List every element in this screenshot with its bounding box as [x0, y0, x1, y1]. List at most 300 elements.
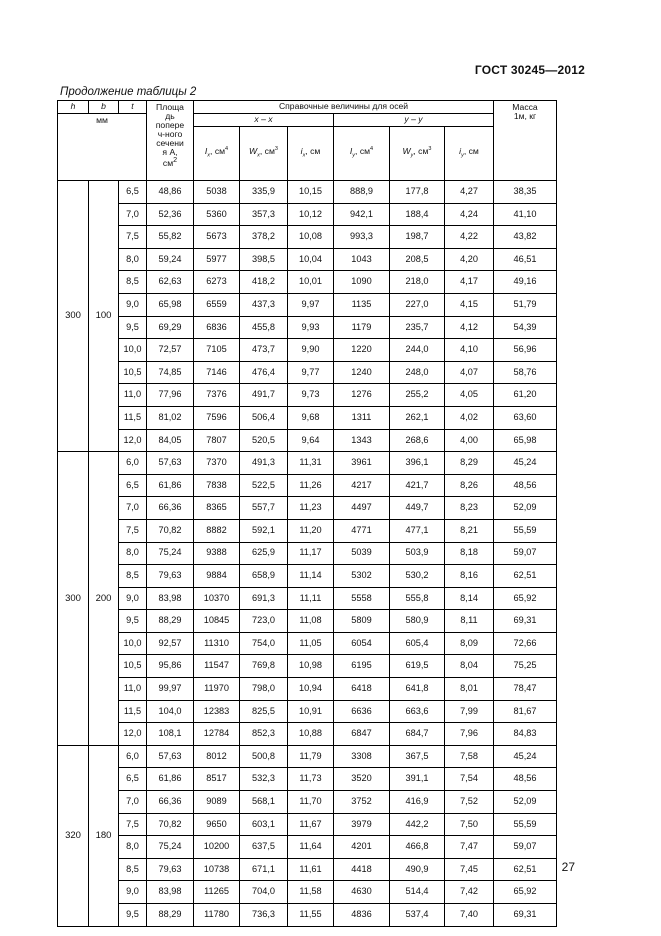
cell-Wy: 262,1 [390, 406, 445, 429]
cell-ix: 11,79 [288, 745, 334, 768]
cell-Wy: 477,1 [390, 519, 445, 542]
cell-iy: 8,29 [445, 452, 494, 475]
cell-mass: 75,25 [494, 655, 557, 678]
cell-Ix: 6559 [194, 293, 240, 316]
cell-Ix: 9650 [194, 813, 240, 836]
cell-Wx: 592,1 [240, 519, 288, 542]
table-row [58, 452, 557, 475]
cell-Wx: 520,5 [240, 429, 288, 452]
cell-Wy: 663,6 [390, 700, 445, 723]
cell-mass: 65,92 [494, 881, 557, 904]
cell-Ix: 5673 [194, 226, 240, 249]
cell-ix: 10,88 [288, 723, 334, 746]
table-row [58, 203, 557, 226]
cell-ix: 11,67 [288, 813, 334, 836]
cell-Wy: 244,0 [390, 339, 445, 362]
cell-ix: 11,26 [288, 474, 334, 497]
cell-t: 9,0 [119, 881, 147, 904]
cell-iy: 4,15 [445, 293, 494, 316]
table-row [58, 791, 557, 814]
cell-area: 70,82 [147, 813, 194, 836]
cell-Wy: 198,7 [390, 226, 445, 249]
table-row [58, 745, 557, 768]
cell-Wx: 557,7 [240, 497, 288, 520]
cell-ix: 11,23 [288, 497, 334, 520]
cell-iy: 7,40 [445, 904, 494, 927]
cell-t: 10,5 [119, 361, 147, 384]
cell-Iy: 5039 [334, 542, 390, 565]
cell-Iy: 5302 [334, 565, 390, 588]
col-area: Площа дь попере ч-ного сечени я A, $см^2$ [147, 101, 194, 181]
cell-b: 100 [89, 181, 119, 452]
cell-Iy: 1240 [334, 361, 390, 384]
cell-iy: 4,22 [445, 226, 494, 249]
cell-Wy: 466,8 [390, 836, 445, 859]
cell-Wx: 335,9 [240, 181, 288, 204]
cell-mass: 52,09 [494, 497, 557, 520]
cell-iy: 8,01 [445, 678, 494, 701]
cell-Wy: 605,4 [390, 632, 445, 655]
cell-Wx: 637,5 [240, 836, 288, 859]
table-row [58, 768, 557, 791]
cell-ix: 10,12 [288, 203, 334, 226]
table-continuation-caption: Продолжение таблицы 2 [60, 86, 197, 98]
cell-mass: 63,60 [494, 406, 557, 429]
cell-ix: 9,68 [288, 406, 334, 429]
cell-Wy: 177,8 [390, 181, 445, 204]
cell-b: 180 [89, 745, 119, 926]
cell-Iy: 4201 [334, 836, 390, 859]
col-ix: $i_x$, см [288, 127, 334, 181]
cell-Ix: 12784 [194, 723, 240, 746]
cell-area: 79,63 [147, 565, 194, 588]
cell-area: 70,82 [147, 519, 194, 542]
cell-area: 95,86 [147, 655, 194, 678]
col-axis-x: x – x [194, 114, 334, 127]
cell-Iy: 942,1 [334, 203, 390, 226]
cell-Ix: 6273 [194, 271, 240, 294]
cell-ix: 11,31 [288, 452, 334, 475]
table-row [58, 836, 557, 859]
cell-Ix: 7370 [194, 452, 240, 475]
cell-Iy: 3308 [334, 745, 390, 768]
cell-Iy: 1043 [334, 248, 390, 271]
cell-t: 6,5 [119, 768, 147, 791]
cell-iy: 4,20 [445, 248, 494, 271]
cell-Wx: 852,3 [240, 723, 288, 746]
cell-Iy: 4217 [334, 474, 390, 497]
cell-Wy: 391,1 [390, 768, 445, 791]
cell-ix: 9,73 [288, 384, 334, 407]
cell-Iy: 3961 [334, 452, 390, 475]
cell-area: 66,36 [147, 791, 194, 814]
cell-Wy: 268,6 [390, 429, 445, 452]
cell-Ix: 9884 [194, 565, 240, 588]
table-row [58, 248, 557, 271]
cell-mass: 69,31 [494, 610, 557, 633]
cell-Wy: 442,2 [390, 813, 445, 836]
table-row [58, 587, 557, 610]
cell-mass: 65,98 [494, 429, 557, 452]
cell-ix: 9,97 [288, 293, 334, 316]
cell-Ix: 10200 [194, 836, 240, 859]
cell-iy: 7,58 [445, 745, 494, 768]
col-Wx: $W_x$, $см^3$ [240, 127, 288, 181]
cell-area: 48,86 [147, 181, 194, 204]
cell-Wy: 514,4 [390, 881, 445, 904]
cell-Iy: 4771 [334, 519, 390, 542]
cell-t: 11,5 [119, 700, 147, 723]
cell-mass: 41,10 [494, 203, 557, 226]
cell-t: 12,0 [119, 429, 147, 452]
cell-iy: 4,00 [445, 429, 494, 452]
table-row [58, 361, 557, 384]
cell-ix: 11,20 [288, 519, 334, 542]
cell-t: 12,0 [119, 723, 147, 746]
cell-mass: 59,07 [494, 836, 557, 859]
cell-t: 9,0 [119, 293, 147, 316]
cell-Iy: 4418 [334, 858, 390, 881]
cell-mass: 84,83 [494, 723, 557, 746]
cell-iy: 4,07 [445, 361, 494, 384]
cell-t: 6,5 [119, 474, 147, 497]
cell-area: 79,63 [147, 858, 194, 881]
cell-Wy: 218,0 [390, 271, 445, 294]
cell-Iy: 1311 [334, 406, 390, 429]
cell-Ix: 5360 [194, 203, 240, 226]
cell-Ix: 10845 [194, 610, 240, 633]
cell-mass: 58,76 [494, 361, 557, 384]
cell-Ix: 7105 [194, 339, 240, 362]
cell-mass: 48,56 [494, 768, 557, 791]
cell-mass: 54,39 [494, 316, 557, 339]
cell-Ix: 5038 [194, 181, 240, 204]
cell-ix: 10,08 [288, 226, 334, 249]
table-row [58, 655, 557, 678]
cell-ix: 9,77 [288, 361, 334, 384]
cell-ix: 9,64 [288, 429, 334, 452]
cell-ix: 10,98 [288, 655, 334, 678]
cell-Wx: 798,0 [240, 678, 288, 701]
cell-Ix: 10370 [194, 587, 240, 610]
cell-Wx: 825,5 [240, 700, 288, 723]
cell-Wx: 522,5 [240, 474, 288, 497]
cell-area: 84,05 [147, 429, 194, 452]
cell-Wy: 580,9 [390, 610, 445, 633]
cell-Wx: 491,3 [240, 452, 288, 475]
cell-mass: 62,51 [494, 858, 557, 881]
cell-Wx: 625,9 [240, 542, 288, 565]
cell-Wy: 537,4 [390, 904, 445, 927]
cell-Wx: 736,3 [240, 904, 288, 927]
cell-t: 8,5 [119, 858, 147, 881]
cell-mass: 45,24 [494, 745, 557, 768]
cell-mass: 55,59 [494, 519, 557, 542]
cell-Iy: 4630 [334, 881, 390, 904]
cell-Ix: 11310 [194, 632, 240, 655]
cell-Ix: 8012 [194, 745, 240, 768]
cell-Wx: 437,3 [240, 293, 288, 316]
cell-mass: 62,51 [494, 565, 557, 588]
cell-Ix: 9388 [194, 542, 240, 565]
cell-Wx: 500,8 [240, 745, 288, 768]
cell-mass: 72,66 [494, 632, 557, 655]
cell-t: 8,5 [119, 271, 147, 294]
col-b: b [89, 101, 119, 114]
cell-Wy: 555,8 [390, 587, 445, 610]
cell-Iy: 1220 [334, 339, 390, 362]
cell-mass: 55,59 [494, 813, 557, 836]
cell-t: 7,0 [119, 791, 147, 814]
cell-Wy: 208,5 [390, 248, 445, 271]
cell-Ix: 7146 [194, 361, 240, 384]
col-mass: Масса 1м, кг [494, 101, 557, 181]
table-row [58, 406, 557, 429]
col-axis-y: y – y [334, 114, 494, 127]
table-row [58, 226, 557, 249]
cell-t: 7,5 [119, 519, 147, 542]
cell-Wy: 416,9 [390, 791, 445, 814]
cell-area: 108,1 [147, 723, 194, 746]
cell-Iy: 5558 [334, 587, 390, 610]
cell-ix: 11,14 [288, 565, 334, 588]
cell-iy: 7,96 [445, 723, 494, 746]
cell-Wy: 188,4 [390, 203, 445, 226]
col-Wy: $W_y$, $см^3$ [390, 127, 445, 181]
table-row [58, 723, 557, 746]
cell-area: 77,96 [147, 384, 194, 407]
cell-Iy: 6418 [334, 678, 390, 701]
cell-t: 9,5 [119, 316, 147, 339]
cell-ix: 11,64 [288, 836, 334, 859]
cell-t: 8,0 [119, 248, 147, 271]
cell-mass: 52,09 [494, 791, 557, 814]
cell-Wy: 235,7 [390, 316, 445, 339]
cell-ix: 10,15 [288, 181, 334, 204]
cell-b: 200 [89, 452, 119, 746]
cell-Wx: 476,4 [240, 361, 288, 384]
table-row [58, 610, 557, 633]
cell-Wx: 658,9 [240, 565, 288, 588]
cell-Ix: 8882 [194, 519, 240, 542]
cell-iy: 8,09 [445, 632, 494, 655]
cell-area: 74,85 [147, 361, 194, 384]
cell-Wx: 398,5 [240, 248, 288, 271]
cell-area: 59,24 [147, 248, 194, 271]
cell-Wx: 723,0 [240, 610, 288, 633]
cell-area: 69,29 [147, 316, 194, 339]
cell-ix: 11,70 [288, 791, 334, 814]
cell-h: 300 [58, 181, 89, 452]
cell-ix: 11,05 [288, 632, 334, 655]
table-row [58, 519, 557, 542]
cell-area: 83,98 [147, 881, 194, 904]
cell-area: 88,29 [147, 610, 194, 633]
cell-mass: 59,07 [494, 542, 557, 565]
cell-area: 61,86 [147, 768, 194, 791]
cell-t: 7,0 [119, 203, 147, 226]
table-row [58, 384, 557, 407]
cell-t: 8,0 [119, 542, 147, 565]
cell-Iy: 6847 [334, 723, 390, 746]
cell-t: 8,0 [119, 836, 147, 859]
cell-Wx: 418,2 [240, 271, 288, 294]
cell-Iy: 4497 [334, 497, 390, 520]
cell-t: 10,5 [119, 655, 147, 678]
cell-iy: 8,16 [445, 565, 494, 588]
cell-t: 7,0 [119, 497, 147, 520]
cell-iy: 8,14 [445, 587, 494, 610]
cell-Wx: 568,1 [240, 791, 288, 814]
standard-code: ГОСТ 30245—2012 [474, 63, 585, 77]
cell-iy: 7,54 [445, 768, 494, 791]
cell-Ix: 11265 [194, 881, 240, 904]
cell-area: 55,82 [147, 226, 194, 249]
col-units-mm: мм [58, 114, 147, 181]
cell-Iy: 3520 [334, 768, 390, 791]
cell-Iy: 993,3 [334, 226, 390, 249]
table-row [58, 881, 557, 904]
cell-mass: 43,82 [494, 226, 557, 249]
cell-area: 92,57 [147, 632, 194, 655]
cell-iy: 4,27 [445, 181, 494, 204]
cell-Wy: 530,2 [390, 565, 445, 588]
cell-mass: 49,16 [494, 271, 557, 294]
cell-area: 88,29 [147, 904, 194, 927]
cell-area: 104,0 [147, 700, 194, 723]
cell-ix: 11,11 [288, 587, 334, 610]
cell-Wy: 421,7 [390, 474, 445, 497]
cell-area: 99,97 [147, 678, 194, 701]
cell-Wx: 506,4 [240, 406, 288, 429]
table-row [58, 700, 557, 723]
cell-t: 7,5 [119, 226, 147, 249]
col-iy: $i_y$, см [445, 127, 494, 181]
cell-Wx: 704,0 [240, 881, 288, 904]
table-row [58, 904, 557, 927]
col-h: h [58, 101, 89, 114]
cell-iy: 8,18 [445, 542, 494, 565]
cell-area: 75,24 [147, 836, 194, 859]
cell-Ix: 9089 [194, 791, 240, 814]
cell-t: 9,5 [119, 904, 147, 927]
cell-ix: 11,73 [288, 768, 334, 791]
cell-Ix: 11970 [194, 678, 240, 701]
cell-iy: 4,02 [445, 406, 494, 429]
cell-mass: 38,35 [494, 181, 557, 204]
cell-Wx: 378,2 [240, 226, 288, 249]
cell-Wx: 769,8 [240, 655, 288, 678]
cell-area: 66,36 [147, 497, 194, 520]
cell-ix: 11,61 [288, 858, 334, 881]
table-row [58, 565, 557, 588]
cell-ix: 11,55 [288, 904, 334, 927]
table-row [58, 632, 557, 655]
cell-Iy: 4836 [334, 904, 390, 927]
cell-iy: 8,26 [445, 474, 494, 497]
cell-Iy: 6195 [334, 655, 390, 678]
cell-mass: 56,96 [494, 339, 557, 362]
cell-t: 6,5 [119, 181, 147, 204]
table-row [58, 429, 557, 452]
cell-mass: 81,67 [494, 700, 557, 723]
cell-iy: 4,05 [445, 384, 494, 407]
cell-Ix: 11780 [194, 904, 240, 927]
profile-table [57, 100, 557, 927]
cell-mass: 61,20 [494, 384, 557, 407]
cell-Wx: 357,3 [240, 203, 288, 226]
cell-Wy: 641,8 [390, 678, 445, 701]
table-row [58, 858, 557, 881]
cell-Ix: 6836 [194, 316, 240, 339]
cell-Iy: 3752 [334, 791, 390, 814]
cell-iy: 4,12 [445, 316, 494, 339]
table-row [58, 316, 557, 339]
cell-area: 72,57 [147, 339, 194, 362]
cell-Wy: 503,9 [390, 542, 445, 565]
cell-area: 83,98 [147, 587, 194, 610]
col-t: t [119, 101, 147, 114]
cell-mass: 48,56 [494, 474, 557, 497]
cell-iy: 7,50 [445, 813, 494, 836]
cell-Wy: 255,2 [390, 384, 445, 407]
cell-iy: 8,21 [445, 519, 494, 542]
cell-mass: 78,47 [494, 678, 557, 701]
cell-area: 75,24 [147, 542, 194, 565]
cell-t: 6,0 [119, 452, 147, 475]
col-reference-values: Справочные величины для осей [194, 101, 494, 114]
cell-Wy: 490,9 [390, 858, 445, 881]
table-row [58, 271, 557, 294]
cell-Wy: 367,5 [390, 745, 445, 768]
table-header [58, 101, 557, 181]
cell-area: 57,63 [147, 452, 194, 475]
cell-Ix: 8365 [194, 497, 240, 520]
cell-Wx: 532,3 [240, 768, 288, 791]
cell-area: 65,98 [147, 293, 194, 316]
cell-h: 320 [58, 745, 89, 926]
cell-Wy: 248,0 [390, 361, 445, 384]
cell-iy: 7,45 [445, 858, 494, 881]
cell-mass: 51,79 [494, 293, 557, 316]
cell-Iy: 6636 [334, 700, 390, 723]
cell-t: 11,0 [119, 384, 147, 407]
table-row [58, 293, 557, 316]
cell-Iy: 6054 [334, 632, 390, 655]
cell-Iy: 1135 [334, 293, 390, 316]
cell-Ix: 8517 [194, 768, 240, 791]
cell-Wx: 603,1 [240, 813, 288, 836]
cell-Ix: 10738 [194, 858, 240, 881]
cell-area: 81,02 [147, 406, 194, 429]
cell-iy: 8,04 [445, 655, 494, 678]
cell-Wy: 619,5 [390, 655, 445, 678]
cell-ix: 11,58 [288, 881, 334, 904]
cell-iy: 8,11 [445, 610, 494, 633]
cell-iy: 4,17 [445, 271, 494, 294]
cell-iy: 8,23 [445, 497, 494, 520]
table-row [58, 181, 557, 204]
cell-t: 9,0 [119, 587, 147, 610]
cell-mass: 45,24 [494, 452, 557, 475]
cell-Wx: 455,8 [240, 316, 288, 339]
cell-area: 62,63 [147, 271, 194, 294]
cell-ix: 10,01 [288, 271, 334, 294]
cell-Wx: 754,0 [240, 632, 288, 655]
cell-iy: 4,24 [445, 203, 494, 226]
cell-Iy: 1179 [334, 316, 390, 339]
cell-t: 10,0 [119, 632, 147, 655]
